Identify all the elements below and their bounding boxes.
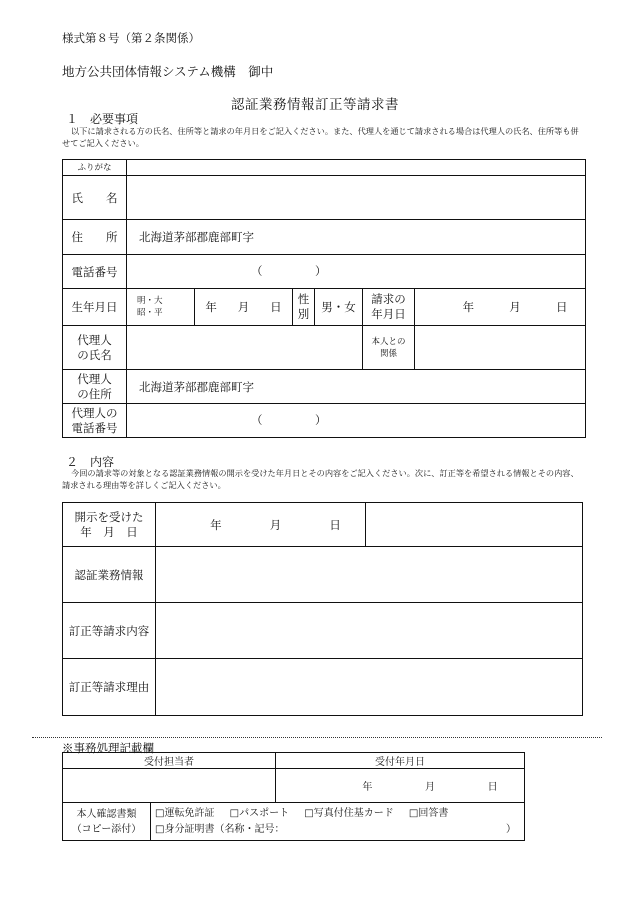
office-heading: ※事務処理記載欄 bbox=[62, 741, 154, 755]
phone-field[interactable] bbox=[127, 255, 586, 289]
section1-heading: １ 必要事項 bbox=[66, 112, 139, 126]
agent-name-field[interactable] bbox=[127, 326, 363, 370]
furigana-field[interactable] bbox=[127, 160, 586, 176]
disclosed-year: 年 bbox=[210, 517, 222, 532]
request-date-label bbox=[363, 289, 415, 326]
phone-paren-open: （ bbox=[251, 263, 263, 278]
agent-address-label bbox=[63, 370, 127, 404]
address-field[interactable]: 北海道茅部郡鹿部町字 bbox=[127, 220, 586, 255]
era-bottom: 昭・平 bbox=[137, 308, 163, 318]
disclosed-top: 開示を受けた bbox=[74, 509, 144, 524]
received-month: 月 bbox=[424, 782, 435, 793]
agent-address-field[interactable]: 北海道茅部郡鹿部町字 bbox=[127, 370, 586, 404]
phone-paren-close: ） bbox=[315, 263, 327, 278]
era-top: 明・大 bbox=[137, 296, 163, 306]
name-field[interactable] bbox=[127, 176, 586, 220]
form-number: 様式第８号（第２条関係） bbox=[62, 31, 200, 45]
reason-label: 訂正等請求理由 bbox=[63, 659, 156, 716]
relation-top: 本人との bbox=[371, 336, 406, 347]
received-day: 日 bbox=[487, 782, 498, 793]
info-field[interactable] bbox=[156, 547, 583, 603]
received-date-label: 受付年月日 bbox=[276, 753, 525, 769]
cut-line bbox=[32, 737, 602, 738]
disclosed-bottom: 年 月 日 bbox=[80, 524, 138, 539]
section1-note: 以下に請求される方の氏名、住所等と請求の年月日をご記入ください。また、代理人を通じて請求される場合は代理人の氏名、住所等も併せてご記入ください。 bbox=[62, 126, 579, 148]
reason-field[interactable] bbox=[156, 659, 583, 716]
agent-address-top: 代理人 bbox=[77, 371, 112, 386]
relation-bottom: 関係 bbox=[379, 348, 397, 359]
sex-label-bottom: 別 bbox=[297, 307, 310, 321]
birth-year: 年 bbox=[205, 300, 217, 314]
sex-label-top: 性 bbox=[297, 292, 310, 306]
receiver-label: 受付担当者 bbox=[63, 753, 276, 769]
request-date-top: 請求の bbox=[371, 292, 406, 306]
request-date-bottom: 年月日 bbox=[371, 307, 406, 321]
opt-passport[interactable]: □パスポート bbox=[229, 807, 290, 819]
disclosed-extra-field[interactable] bbox=[366, 503, 583, 547]
sex-options[interactable]: 男・女 bbox=[315, 289, 363, 326]
id-docs-bottom: （コピー添付） bbox=[71, 823, 142, 835]
office-table bbox=[62, 752, 525, 841]
relation-label bbox=[363, 326, 415, 370]
agent-name-top: 代理人 bbox=[77, 332, 112, 347]
birth-day: 日 bbox=[270, 300, 282, 314]
phone-label: 電話番号 bbox=[63, 255, 127, 289]
opt-id-close: ） bbox=[506, 823, 516, 835]
disclosed-date-label bbox=[63, 503, 156, 547]
name-label: 氏 名 bbox=[63, 176, 127, 220]
applicant-table bbox=[62, 159, 586, 438]
agent-address-bottom: の住所 bbox=[77, 386, 112, 401]
birth-date-field[interactable] bbox=[195, 289, 293, 326]
received-date-field[interactable] bbox=[276, 769, 525, 803]
furigana-label: ふりがな bbox=[63, 160, 127, 176]
request-content-field[interactable] bbox=[156, 603, 583, 659]
agent-name-bottom: の氏名 bbox=[77, 347, 112, 362]
agent-phone-bottom: 電話番号 bbox=[71, 420, 118, 435]
disclosed-date-field[interactable] bbox=[156, 503, 366, 547]
agent-phone-top: 代理人の bbox=[71, 405, 118, 420]
id-docs-options bbox=[151, 803, 525, 841]
opt-license[interactable]: □運転免許証 bbox=[155, 807, 215, 819]
received-year: 年 bbox=[362, 782, 373, 793]
id-docs-label bbox=[63, 803, 151, 841]
addressee: 地方公共団体情報システム機構 御中 bbox=[62, 64, 274, 79]
request-month: 月 bbox=[509, 300, 521, 314]
birth-label: 生年月日 bbox=[63, 289, 127, 326]
opt-reply[interactable]: □回答書 bbox=[408, 807, 449, 819]
relation-field[interactable] bbox=[415, 326, 586, 370]
sex-label bbox=[293, 289, 315, 326]
request-year: 年 bbox=[462, 300, 475, 314]
agent-phone-paren-close: ） bbox=[315, 412, 327, 427]
agent-phone-field[interactable] bbox=[127, 404, 586, 438]
era-select[interactable] bbox=[127, 289, 195, 326]
section2-heading: ２ 内容 bbox=[66, 455, 115, 469]
content-table bbox=[62, 502, 583, 716]
agent-phone-label bbox=[63, 404, 127, 438]
page-title: 認証業務情報訂正等請求書 bbox=[231, 97, 399, 113]
agent-phone-paren-open: （ bbox=[251, 412, 263, 427]
agent-name-label bbox=[63, 326, 127, 370]
info-label: 認証業務情報 bbox=[63, 547, 156, 603]
request-content-label: 訂正等請求内容 bbox=[63, 603, 156, 659]
address-label: 住 所 bbox=[63, 220, 127, 255]
birth-month: 月 bbox=[237, 300, 250, 314]
id-docs-top: 本人確認書類 bbox=[76, 808, 137, 820]
request-date-field[interactable] bbox=[415, 289, 586, 326]
disclosed-month: 月 bbox=[269, 517, 282, 532]
section2-note: 今回の請求等の対象となる認証業務情報の開示を受けた年月日とその内容をご記入ください。次に、訂正等を希望される情報とその内容、請求される理由等を詳しくご記入ください。 bbox=[62, 468, 579, 490]
opt-id[interactable]: □身分証明書（名称・記号： bbox=[155, 823, 285, 835]
disclosed-day: 日 bbox=[329, 517, 341, 532]
receiver-field[interactable] bbox=[63, 769, 276, 803]
opt-card[interactable]: □写真付住基カード bbox=[304, 807, 394, 819]
request-day: 日 bbox=[555, 300, 568, 314]
